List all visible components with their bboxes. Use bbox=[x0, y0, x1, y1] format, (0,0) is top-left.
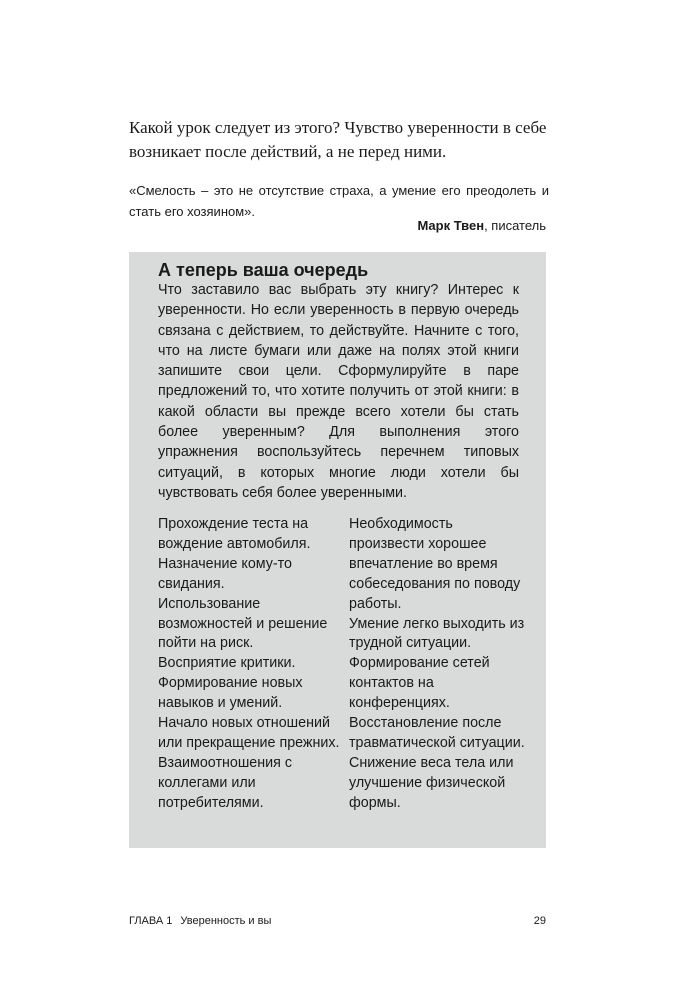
quote-attribution bbox=[417, 218, 546, 233]
list-item: Формирование сетей контактов на конференциях. bbox=[349, 655, 490, 712]
page-number: 29 bbox=[533, 915, 546, 927]
list-item: Начало новых отношений или прекращение прежних. bbox=[158, 715, 340, 751]
quote-author: Марк Твен bbox=[417, 218, 485, 233]
list-item: Необходимость произвести хорошее впечатление во время собеседования по поводу работы. bbox=[349, 516, 521, 612]
list-item: Назначение кому-то свидания. bbox=[158, 555, 293, 592]
epigraph-quote: «Смелость – это не отсутствие страха, а умение его преодолеть и стать его хозяином». bbox=[129, 183, 549, 219]
quote-author-role: , писатель bbox=[484, 218, 546, 233]
situations-list-left bbox=[158, 515, 343, 814]
list-item: Прохождение теста на вождение автомобиля. bbox=[158, 516, 311, 552]
intro-line-2: возникает после действий, а не перед ними. bbox=[129, 142, 447, 161]
chapter-label: ГЛАВА 1 bbox=[129, 915, 173, 927]
list-item: Формирование новых навыков и умений. bbox=[158, 675, 303, 712]
exercise-box bbox=[129, 252, 546, 848]
list-item: Умение легко выходить из трудной ситуации. bbox=[349, 615, 525, 652]
list-item: Взаимоотношения с коллегами или потребителями. bbox=[158, 754, 293, 811]
exercise-text: Что заставило вас выбрать эту книгу? Интерес к уверенности. Но если уверенность в первую очередь связана с действием, то действуйте. Начните с того, что на листе бумаги или даже на полях этой книги запишите свои цели. Сформулируйте в паре предложений то, что хотите получить от этой книги: в какой области вы прежде всего хотели бы стать более уверенным? Для выполнения этого упражнения воспользуйтесь перечнем типовых ситуаций, в которых многие люди хотели бы чувствовать себя более уверенными. bbox=[158, 282, 519, 501]
exercise-title: А теперь ваша очередь bbox=[158, 260, 369, 280]
intro-line-1: Какой урок следует из этого? Чувство уверенности в себе bbox=[129, 118, 547, 137]
list-item: Снижение веса тела или улучшение физической формы. bbox=[349, 754, 514, 811]
running-footer bbox=[129, 914, 271, 928]
list-item: Восприятие критики. bbox=[158, 655, 296, 672]
list-item: Восстановление после травматической ситуации. bbox=[349, 715, 525, 751]
chapter-title: Уверенность и вы bbox=[180, 915, 272, 927]
intro-paragraph bbox=[129, 116, 549, 164]
situations-list-right bbox=[349, 515, 529, 814]
list-item: Использование возможностей и решение пойти на риск. bbox=[158, 595, 328, 652]
